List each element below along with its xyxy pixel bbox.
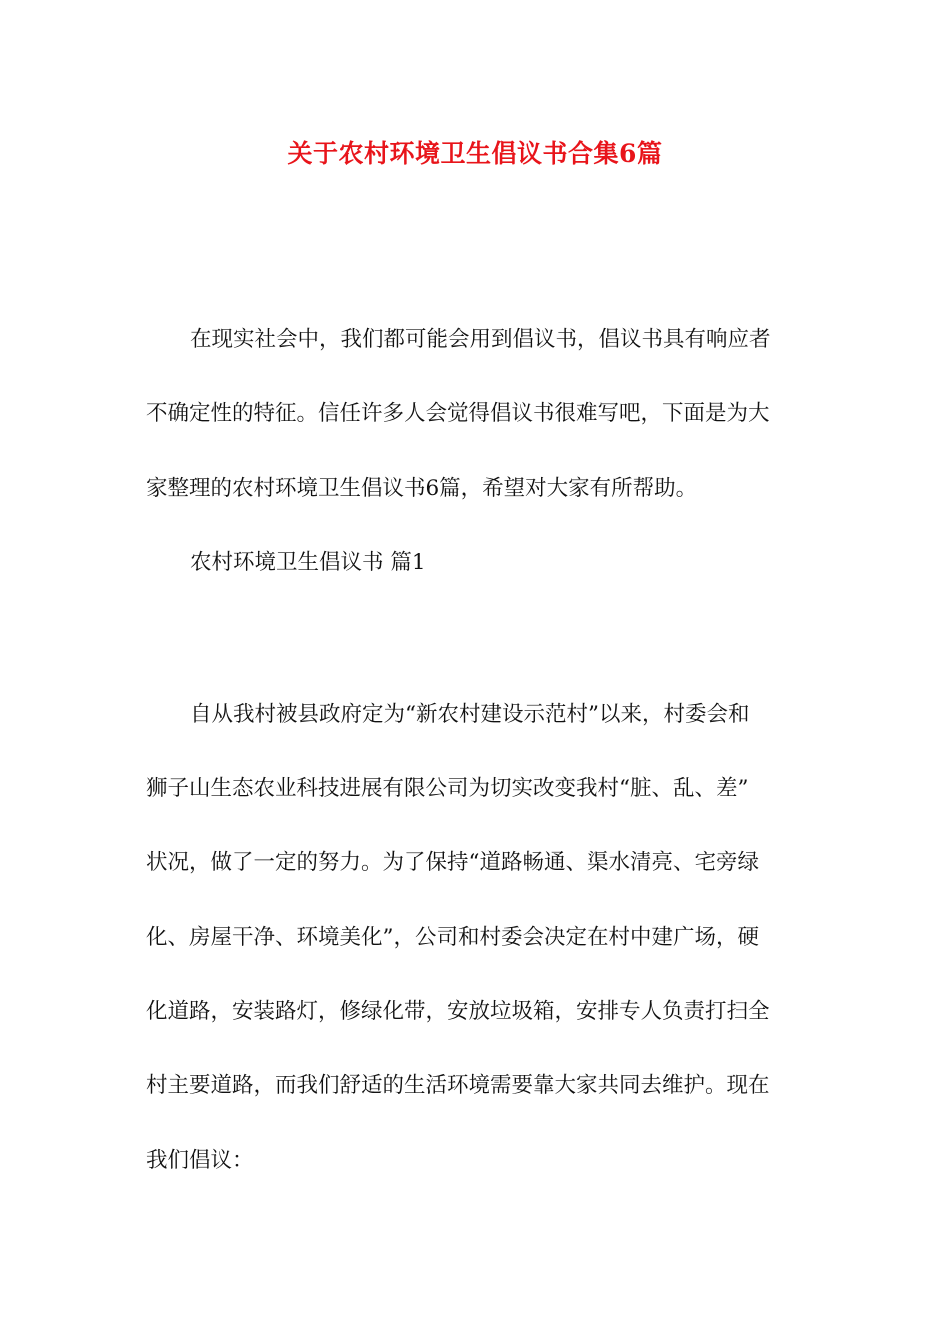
section-heading: 农村环境卫生倡议书 篇1: [190, 550, 426, 575]
intro-line-1: 在现实社会中，我们都可能会用到倡议书，倡议书具有响应者: [190, 327, 771, 352]
body-line-1: 自从我村被县政府定为“新农村建设示范村”以来，村委会和: [190, 702, 750, 727]
body-line-2: 狮子山生态农业科技进展有限公司为切实改变我村“脏、乱、差”: [146, 776, 749, 801]
body-line-5: 化道路，安装路灯，修绿化带，安放垃圾箱，安排专人负责打扫全: [146, 999, 770, 1024]
body-line-7: 我们倡议：: [146, 1148, 254, 1173]
body-line-6: 村主要道路，而我们舒适的生活环境需要靠大家共同去维护。现在: [146, 1073, 770, 1098]
intro-line-3: 家整理的农村环境卫生倡议书6篇，希望对大家有所帮助。: [146, 476, 698, 501]
body-line-3: 状况，做了一定的努力。为了保持“道路畅通、渠水清亮、宅旁绿: [146, 850, 759, 875]
body-line-4: 化、房屋干净、环境美化”，公司和村委会决定在村中建广场，硬: [146, 925, 759, 950]
intro-line-2: 不确定性的特征。信任许多人会觉得倡议书很难写吧，下面是为大: [146, 401, 770, 426]
document-title: 关于农村环境卫生倡议书合集6篇: [287, 139, 663, 168]
